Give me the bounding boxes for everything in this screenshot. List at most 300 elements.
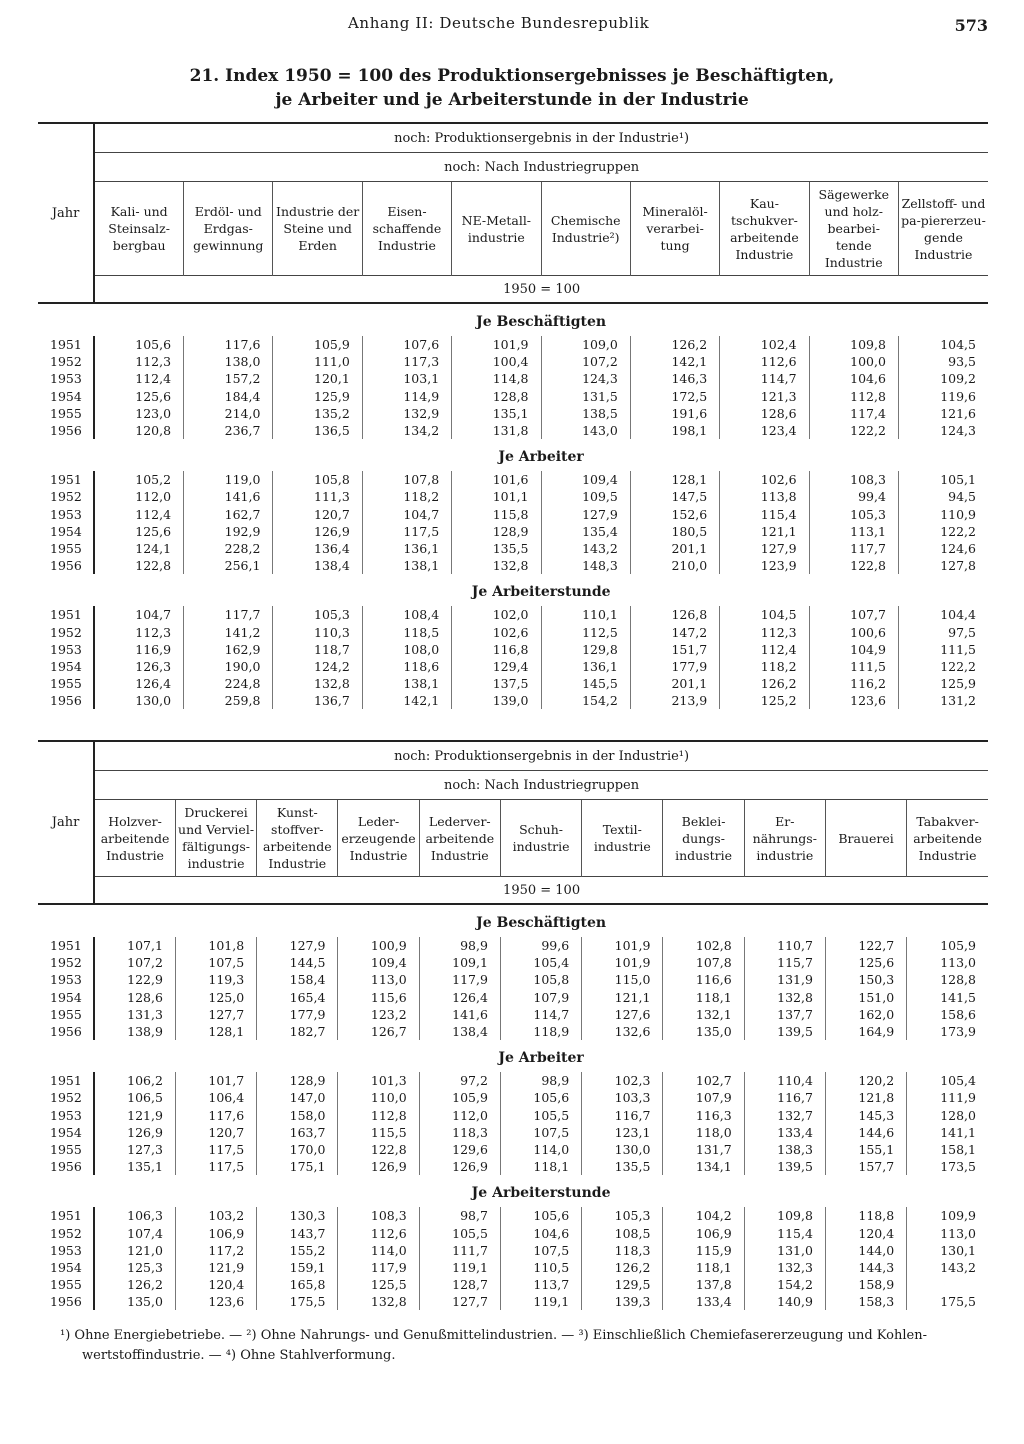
value-cell: 120,7 <box>175 1124 256 1141</box>
value-cell: 158,0 <box>257 1107 338 1124</box>
value-cell: 152,6 <box>630 506 719 523</box>
value-cell: 110,0 <box>338 1089 419 1106</box>
value-cell: 131,2 <box>940 693 976 709</box>
value-cell: 127,8 <box>940 558 976 574</box>
value-cell: 106,2 <box>94 1072 175 1089</box>
value-cell: 126,3 <box>94 658 183 675</box>
value-cell: 134,1 <box>663 1158 744 1175</box>
value-cell: 98,9 <box>500 1072 581 1089</box>
value-cell: 109,8 <box>744 1207 825 1224</box>
value-cell: 132,3 <box>744 1259 825 1276</box>
year-cell: 1953 <box>38 1107 94 1124</box>
value-cell: 115,7 <box>744 954 825 971</box>
value-cell: 107,4 <box>94 1224 175 1241</box>
value-cell: 126,7 <box>338 1023 419 1040</box>
year-column-header: Jahr <box>38 741 94 904</box>
value-cell: 126,2 <box>582 1259 663 1276</box>
value-cell: 114,0 <box>338 1242 419 1259</box>
value-cell: 118,1 <box>663 989 744 1006</box>
value-cell: 104,6 <box>809 370 898 387</box>
year-cell: 1955 <box>38 540 94 557</box>
value-cell: 112,8 <box>809 388 898 405</box>
year-cell: 1951 <box>38 1072 94 1089</box>
value-cell: 173,5 <box>940 1159 976 1175</box>
table-row <box>38 1107 988 1124</box>
value-cell: 110,1 <box>541 606 630 623</box>
value-cell: 104,5 <box>940 337 976 353</box>
value-cell: 213,9 <box>630 692 719 709</box>
value-cell: 132,8 <box>744 989 825 1006</box>
value-cell: 192,9 <box>184 523 273 540</box>
table-row <box>38 1242 988 1259</box>
value-cell: 180,5 <box>630 523 719 540</box>
value-cell: 139,3 <box>582 1293 663 1310</box>
year-cell: 1954 <box>38 658 94 675</box>
value-cell: 154,2 <box>744 1276 825 1293</box>
value-cell: 132,8 <box>273 675 362 692</box>
value-cell: 256,1 <box>184 557 273 574</box>
value-cell: 122,8 <box>809 557 898 574</box>
value-cell: 135,0 <box>663 1023 744 1040</box>
value-cell: 101,9 <box>582 954 663 971</box>
table-row <box>38 1141 988 1158</box>
year-cell: 1956 <box>38 422 94 439</box>
value-cell: 112,6 <box>338 1224 419 1241</box>
column-header: Mineralöl-verarbei-tung <box>630 182 719 276</box>
value-cell: 129,4 <box>452 658 541 675</box>
value-cell: 175,1 <box>257 1158 338 1175</box>
value-cell: 121,1 <box>582 989 663 1006</box>
value-cell: 125,3 <box>94 1259 175 1276</box>
value-cell: 101,9 <box>582 937 663 954</box>
value-cell: 125,6 <box>94 388 183 405</box>
value-cell: 147,0 <box>257 1089 338 1106</box>
column-header: Kunst-stoffver-arbeitende Industrie <box>257 800 338 877</box>
value-cell: 112,0 <box>419 1107 500 1124</box>
value-cell: 125,9 <box>940 676 976 692</box>
table-row <box>38 971 988 988</box>
value-cell: 123,2 <box>338 1006 419 1023</box>
value-cell: 143,2 <box>541 540 630 557</box>
value-cell: 113,7 <box>500 1276 581 1293</box>
value-cell: 136,7 <box>273 692 362 709</box>
value-cell: 109,4 <box>338 954 419 971</box>
value-cell: 139,5 <box>744 1158 825 1175</box>
value-cell: 112,3 <box>720 623 809 640</box>
value-cell: 110,7 <box>744 937 825 954</box>
value-cell: 116,8 <box>452 641 541 658</box>
value-cell: 107,9 <box>663 1089 744 1106</box>
value-cell: 133,4 <box>744 1124 825 1141</box>
value-cell: 102,7 <box>663 1072 744 1089</box>
section-title: Je Arbeiterstunde <box>471 584 611 601</box>
table-title-line-1: 21. Index 1950 = 100 des Produktionsergebnisses je Beschäftigten, <box>189 66 835 86</box>
value-cell: 119,3 <box>175 971 256 988</box>
value-cell: 105,5 <box>500 1107 581 1124</box>
year-cell: 1954 <box>38 388 94 405</box>
value-cell: 138,5 <box>541 405 630 422</box>
year-cell: 1956 <box>38 692 94 709</box>
value-cell: 121,9 <box>94 1107 175 1124</box>
value-cell: 128,9 <box>257 1072 338 1089</box>
value-cell: 93,5 <box>948 354 976 370</box>
value-cell: 109,1 <box>419 954 500 971</box>
column-header: Er-nährungs-industrie <box>744 800 825 877</box>
value-cell: 98,7 <box>419 1207 500 1224</box>
data-table <box>38 740 988 1310</box>
value-cell: 112,3 <box>94 353 183 370</box>
section-title: Je Arbeiter <box>498 1050 584 1067</box>
year-cell: 1952 <box>38 623 94 640</box>
value-cell: 118,0 <box>663 1124 744 1141</box>
value-cell: 184,4 <box>184 388 273 405</box>
table-row <box>38 1089 988 1106</box>
value-cell: 135,4 <box>541 523 630 540</box>
value-cell: 97,5 <box>948 624 976 640</box>
year-cell: 1956 <box>38 1293 94 1310</box>
value-cell: 125,9 <box>273 388 362 405</box>
value-cell: 106,3 <box>94 1207 175 1224</box>
table-row <box>38 606 988 623</box>
value-cell: 112,6 <box>720 353 809 370</box>
value-cell: 141,2 <box>184 623 273 640</box>
value-cell: 224,8 <box>184 675 273 692</box>
value-cell: 105,1 <box>940 472 976 488</box>
table-row <box>38 1158 988 1175</box>
value-cell: 170,0 <box>257 1141 338 1158</box>
year-cell: 1951 <box>38 937 94 954</box>
value-cell: 118,8 <box>825 1207 906 1224</box>
value-cell: 126,9 <box>273 523 362 540</box>
section-title: Je Arbeiter <box>498 449 584 466</box>
value-cell: 128,7 <box>419 1276 500 1293</box>
value-cell: 201,1 <box>630 540 719 557</box>
value-cell: 236,7 <box>184 422 273 439</box>
value-cell: 115,6 <box>338 989 419 1006</box>
value-cell: 137,8 <box>663 1276 744 1293</box>
column-header: Holzver-arbeitende Industrie <box>94 800 175 877</box>
year-column-header: Jahr <box>38 123 94 303</box>
value-cell: 128,1 <box>630 471 719 488</box>
value-cell: 127,6 <box>582 1006 663 1023</box>
value-cell: 105,3 <box>582 1207 663 1224</box>
value-cell: 111,3 <box>273 488 362 505</box>
table-row <box>38 1072 988 1089</box>
value-cell: 97,2 <box>419 1072 500 1089</box>
value-cell: 108,0 <box>362 641 451 658</box>
value-cell: 165,8 <box>257 1276 338 1293</box>
value-cell: 135,5 <box>582 1158 663 1175</box>
table-row <box>38 336 988 353</box>
value-cell: 173,9 <box>940 1024 976 1040</box>
value-cell: 143,7 <box>257 1224 338 1241</box>
value-cell: 112,0 <box>94 488 183 505</box>
value-cell: 107,1 <box>94 937 175 954</box>
value-cell: 132,7 <box>744 1107 825 1124</box>
footnote-line-1: ¹) Ohne Energiebetriebe. — ²) Ohne Nahrungs- und Genußmittelindustrien. — ³) Einschließlich Chemiefasererzeugung und Kohlen- <box>60 1328 927 1343</box>
value-cell: 145,5 <box>541 675 630 692</box>
value-cell: 105,3 <box>273 606 362 623</box>
value-cell: 100,4 <box>452 353 541 370</box>
section-title: Je Arbeiterstunde <box>471 1185 611 1202</box>
value-cell: 107,8 <box>362 471 451 488</box>
value-cell: 105,3 <box>809 506 898 523</box>
table-row <box>38 641 988 658</box>
value-cell: 110,9 <box>940 506 976 522</box>
value-cell: 119,0 <box>184 471 273 488</box>
year-cell: 1955 <box>38 1006 94 1023</box>
value-cell: 132,8 <box>338 1293 419 1310</box>
value-cell: 104,6 <box>500 1224 581 1241</box>
value-cell: 105,8 <box>500 971 581 988</box>
section-title: Je Beschäftigten <box>476 314 607 330</box>
value-cell: 122,7 <box>825 937 906 954</box>
table-row <box>38 1207 988 1224</box>
value-cell: 144,6 <box>825 1124 906 1141</box>
value-cell: 138,0 <box>184 353 273 370</box>
column-header: Chemische Industrie²) <box>541 182 630 276</box>
year-cell: 1953 <box>38 641 94 658</box>
value-cell: 109,2 <box>940 371 976 387</box>
value-cell: 111,5 <box>940 641 976 657</box>
value-cell: 135,5 <box>452 540 541 557</box>
value-cell: 132,9 <box>362 405 451 422</box>
value-cell: 126,8 <box>630 606 719 623</box>
value-cell: 136,5 <box>273 422 362 439</box>
value-cell: 104,4 <box>940 607 976 623</box>
value-cell: 100,9 <box>338 937 419 954</box>
value-cell: 112,8 <box>338 1107 419 1124</box>
value-cell: 105,2 <box>94 471 183 488</box>
value-cell: 125,6 <box>825 954 906 971</box>
value-cell: 125,2 <box>720 692 809 709</box>
value-cell: 105,9 <box>419 1089 500 1106</box>
value-cell: 121,1 <box>720 523 809 540</box>
value-cell: 116,2 <box>809 675 898 692</box>
column-header: Kau-tschukver-arbeitende Industrie <box>720 182 809 276</box>
value-cell: 141,5 <box>940 989 976 1005</box>
value-cell: 107,7 <box>809 606 898 623</box>
value-cell: 105,9 <box>273 336 362 353</box>
value-cell: 136,1 <box>362 540 451 557</box>
value-cell: 105,4 <box>940 1073 976 1089</box>
value-cell: 117,5 <box>175 1158 256 1175</box>
value-cell: 111,7 <box>419 1242 500 1259</box>
year-cell: 1952 <box>38 353 94 370</box>
value-cell: 117,7 <box>809 540 898 557</box>
table-row <box>38 388 988 405</box>
value-cell: 117,3 <box>362 353 451 370</box>
value-cell: 143,0 <box>541 422 630 439</box>
table-row <box>38 370 988 387</box>
year-cell: 1952 <box>38 954 94 971</box>
table-row <box>38 405 988 422</box>
value-cell: 126,9 <box>338 1158 419 1175</box>
value-cell: 102,4 <box>720 336 809 353</box>
value-cell: 105,8 <box>273 471 362 488</box>
value-cell: 124,3 <box>940 423 976 439</box>
value-cell: 138,4 <box>273 557 362 574</box>
column-header: Industrie der Steine und Erden <box>273 182 362 276</box>
value-cell: 117,4 <box>809 405 898 422</box>
value-cell: 118,2 <box>362 488 451 505</box>
value-cell: 143,2 <box>940 1259 976 1275</box>
column-header: Schuh-industrie <box>500 800 581 877</box>
value-cell: 138,1 <box>362 557 451 574</box>
value-cell: 142,1 <box>630 353 719 370</box>
value-cell: 120,2 <box>825 1072 906 1089</box>
value-cell: 138,9 <box>94 1023 175 1040</box>
running-head <box>0 14 1024 38</box>
value-cell: 123,6 <box>809 692 898 709</box>
value-cell: 124,2 <box>273 658 362 675</box>
value-cell: 101,7 <box>175 1072 256 1089</box>
table-block-1 <box>38 122 988 709</box>
table-row <box>38 488 988 505</box>
value-cell: 102,8 <box>663 937 744 954</box>
table-row <box>38 523 988 540</box>
value-cell: 120,7 <box>273 506 362 523</box>
value-cell: 158,1 <box>940 1141 976 1157</box>
value-cell: 131,8 <box>452 422 541 439</box>
value-cell: 130,1 <box>940 1242 976 1258</box>
value-cell: 123,4 <box>720 422 809 439</box>
value-cell: 122,8 <box>338 1141 419 1158</box>
table-row <box>38 954 988 971</box>
value-cell: 126,2 <box>720 675 809 692</box>
column-header: Brauerei <box>825 800 906 877</box>
value-cell: 120,4 <box>825 1224 906 1241</box>
value-cell: 94,5 <box>948 489 976 505</box>
value-cell: 123,1 <box>582 1124 663 1141</box>
value-cell: 106,4 <box>175 1089 256 1106</box>
value-cell: 141,1 <box>940 1124 976 1140</box>
value-cell: 119,1 <box>500 1293 581 1310</box>
value-cell: 109,0 <box>541 336 630 353</box>
value-cell: 151,0 <box>825 989 906 1006</box>
value-cell: 113,8 <box>720 488 809 505</box>
value-cell: 124,1 <box>94 540 183 557</box>
year-cell: 1954 <box>38 1259 94 1276</box>
value-cell: 182,7 <box>257 1023 338 1040</box>
value-cell: 144,3 <box>825 1259 906 1276</box>
value-cell: 126,4 <box>94 675 183 692</box>
value-cell: 144,5 <box>257 954 338 971</box>
value-cell: 116,6 <box>663 971 744 988</box>
value-cell: 104,7 <box>94 606 183 623</box>
footnotes <box>60 1326 960 1366</box>
value-cell: 144,0 <box>825 1242 906 1259</box>
value-cell: 132,1 <box>663 1006 744 1023</box>
value-cell: 107,2 <box>94 954 175 971</box>
value-cell <box>907 1276 988 1293</box>
value-cell: 115,4 <box>720 506 809 523</box>
value-cell: 172,5 <box>630 388 719 405</box>
value-cell: 198,1 <box>630 422 719 439</box>
value-cell: 128,9 <box>452 523 541 540</box>
value-cell: 118,2 <box>720 658 809 675</box>
value-cell: 136,1 <box>541 658 630 675</box>
value-cell: 108,3 <box>338 1207 419 1224</box>
value-cell: 118,1 <box>663 1259 744 1276</box>
value-cell: 108,3 <box>809 471 898 488</box>
page-number: 573 <box>954 16 988 35</box>
value-cell: 162,0 <box>825 1006 906 1023</box>
value-cell: 136,4 <box>273 540 362 557</box>
table-row <box>38 658 988 675</box>
value-cell: 117,6 <box>184 336 273 353</box>
value-cell: 107,8 <box>663 954 744 971</box>
value-cell: 117,9 <box>338 1259 419 1276</box>
table-row <box>38 471 988 488</box>
value-cell: 117,5 <box>175 1141 256 1158</box>
value-cell: 138,3 <box>744 1141 825 1158</box>
value-cell: 112,3 <box>94 623 183 640</box>
value-cell: 101,9 <box>452 336 541 353</box>
value-cell: 118,3 <box>419 1124 500 1141</box>
value-cell: 99,4 <box>809 488 898 505</box>
value-cell: 150,3 <box>825 971 906 988</box>
value-cell: 122,9 <box>94 971 175 988</box>
value-cell: 117,9 <box>419 971 500 988</box>
value-cell: 163,7 <box>257 1124 338 1141</box>
value-cell: 155,2 <box>257 1242 338 1259</box>
value-cell: 148,3 <box>541 557 630 574</box>
value-cell: 114,8 <box>452 370 541 387</box>
value-cell: 112,4 <box>94 370 183 387</box>
value-cell: 101,6 <box>452 471 541 488</box>
table-row <box>38 1259 988 1276</box>
value-cell: 142,1 <box>362 692 451 709</box>
value-cell: 121,8 <box>825 1089 906 1106</box>
value-cell: 134,2 <box>362 422 451 439</box>
value-cell: 101,1 <box>452 488 541 505</box>
value-cell: 117,6 <box>175 1107 256 1124</box>
value-cell: 122,2 <box>809 422 898 439</box>
value-cell: 122,2 <box>940 658 976 674</box>
value-cell: 125,5 <box>338 1276 419 1293</box>
value-cell: 115,8 <box>452 506 541 523</box>
value-cell: 98,9 <box>419 937 500 954</box>
value-cell: 228,2 <box>184 540 273 557</box>
value-cell: 115,9 <box>663 1242 744 1259</box>
year-cell: 1951 <box>38 606 94 623</box>
value-cell: 127,7 <box>419 1293 500 1310</box>
table-row <box>38 1224 988 1241</box>
value-cell: 108,4 <box>362 606 451 623</box>
value-cell: 105,6 <box>500 1207 581 1224</box>
year-cell: 1952 <box>38 1089 94 1106</box>
value-cell: 123,6 <box>175 1293 256 1310</box>
value-cell: 210,0 <box>630 557 719 574</box>
column-header: Leder-erzeugende Industrie <box>338 800 419 877</box>
span-header-groups: noch: Nach Industriegruppen <box>94 153 988 182</box>
column-header: Erdöl- und Erdgas-gewinnung <box>184 182 273 276</box>
value-cell: 112,4 <box>720 641 809 658</box>
value-cell: 120,8 <box>94 422 183 439</box>
value-cell: 118,7 <box>273 641 362 658</box>
value-cell: 130,0 <box>582 1141 663 1158</box>
value-cell: 146,3 <box>630 370 719 387</box>
value-cell: 109,9 <box>940 1208 976 1224</box>
value-cell: 201,1 <box>630 675 719 692</box>
value-cell: 147,2 <box>630 623 719 640</box>
value-cell: 132,6 <box>582 1023 663 1040</box>
table-row <box>38 675 988 692</box>
value-cell: 175,5 <box>257 1293 338 1310</box>
value-cell: 124,3 <box>541 370 630 387</box>
value-cell: 131,7 <box>663 1141 744 1158</box>
